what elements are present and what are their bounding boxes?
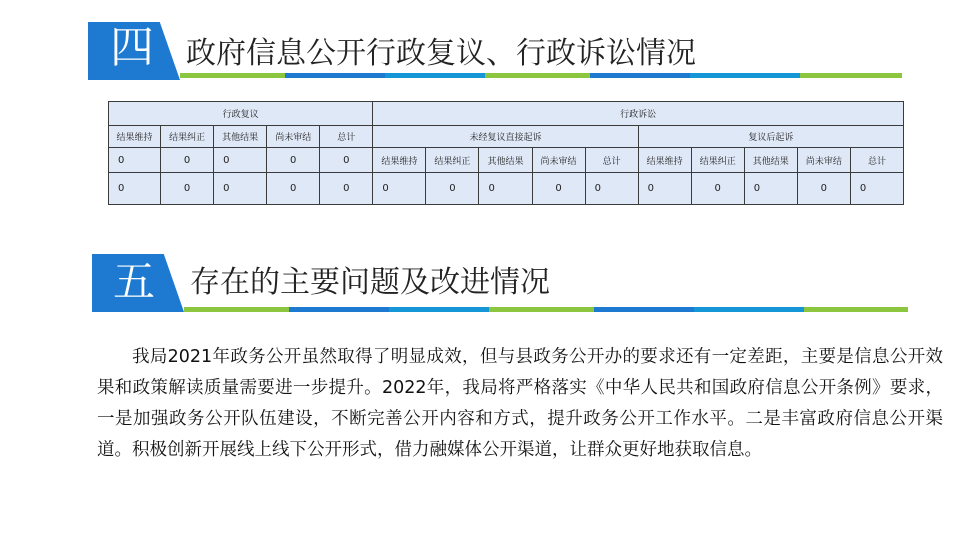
table-cell: 0 <box>744 172 797 204</box>
litigation-table <box>108 101 904 205</box>
group-header-review: 行政复议 <box>109 102 373 126</box>
subgroup-header-after: 复议后起诉 <box>638 126 903 148</box>
col-header: 其他结果 <box>744 148 797 172</box>
table-cell: 0 <box>426 172 479 204</box>
table-cell: 0 <box>161 148 214 172</box>
group-header-litigation: 行政诉讼 <box>373 102 904 126</box>
col-header: 尚未审结 <box>532 148 585 172</box>
table-cell: 0 <box>850 172 903 204</box>
col-header: 结果纠正 <box>426 148 479 172</box>
col-header: 其他结果 <box>479 148 532 172</box>
col-header: 结果维持 <box>373 148 426 172</box>
section-5-header <box>0 250 980 320</box>
col-header: 总计 <box>850 148 903 172</box>
table-cell: 0 <box>585 172 638 204</box>
section-5-title: 存在的主要问题及改进情况 <box>190 265 550 300</box>
table-cell: 0 <box>109 172 161 204</box>
table-cell: 0 <box>320 148 373 172</box>
table-cell: 0 <box>638 172 691 204</box>
col-header: 总计 <box>585 148 638 172</box>
col-header: 结果维持 <box>638 148 691 172</box>
issues-paragraph: 我局2021年政务公开虽然取得了明显成效，但与县政务公开办的要求还有一定差距，主要是信息公开效果和政策解读质量需要进一步提升。2022年，我局将严格落实《中华人民共和国政府信息公开条例》要求，一是加强政务公开队伍建设，不断完善公开内容和方式，提升政务公开工作水平。二是丰富政府信息公开渠道。积极创新开展线上线下公开形式，借力融媒体公开渠道，让群众更好地获取信息。 <box>97 347 943 460</box>
table-row <box>109 148 904 172</box>
section-4-header <box>0 0 980 82</box>
table-cell: 0 <box>267 148 320 172</box>
table-header-row-2 <box>109 126 904 148</box>
section-5-number: 五 <box>112 257 155 306</box>
table-cell: 0 <box>479 172 532 204</box>
table-row <box>109 172 904 204</box>
table-header-row-1 <box>109 102 904 126</box>
col-header: 结果维持 <box>109 126 161 148</box>
table-cell: 0 <box>214 148 267 172</box>
col-header: 结果纠正 <box>691 148 744 172</box>
col-header: 其他结果 <box>214 126 267 148</box>
col-header: 尚未审结 <box>797 148 850 172</box>
table-cell: 0 <box>691 172 744 204</box>
col-header: 总计 <box>320 126 373 148</box>
col-header: 结果纠正 <box>161 126 214 148</box>
table-cell: 0 <box>532 172 585 204</box>
section-4-divider <box>180 73 902 78</box>
table-cell: 0 <box>320 172 373 204</box>
table-cell: 0 <box>161 172 214 204</box>
section-5-divider <box>184 307 908 312</box>
table-cell: 0 <box>797 172 850 204</box>
table-cell: 0 <box>214 172 267 204</box>
section-4-title: 政府信息公开行政复议、行政诉讼情况 <box>186 36 696 71</box>
section-4-number: 四 <box>110 22 154 73</box>
col-header: 尚未审结 <box>267 126 320 148</box>
table-cell: 0 <box>267 172 320 204</box>
subgroup-header-direct: 未经复议直接起诉 <box>373 126 638 148</box>
table-cell: 0 <box>373 172 426 204</box>
table-cell: 0 <box>109 148 161 172</box>
